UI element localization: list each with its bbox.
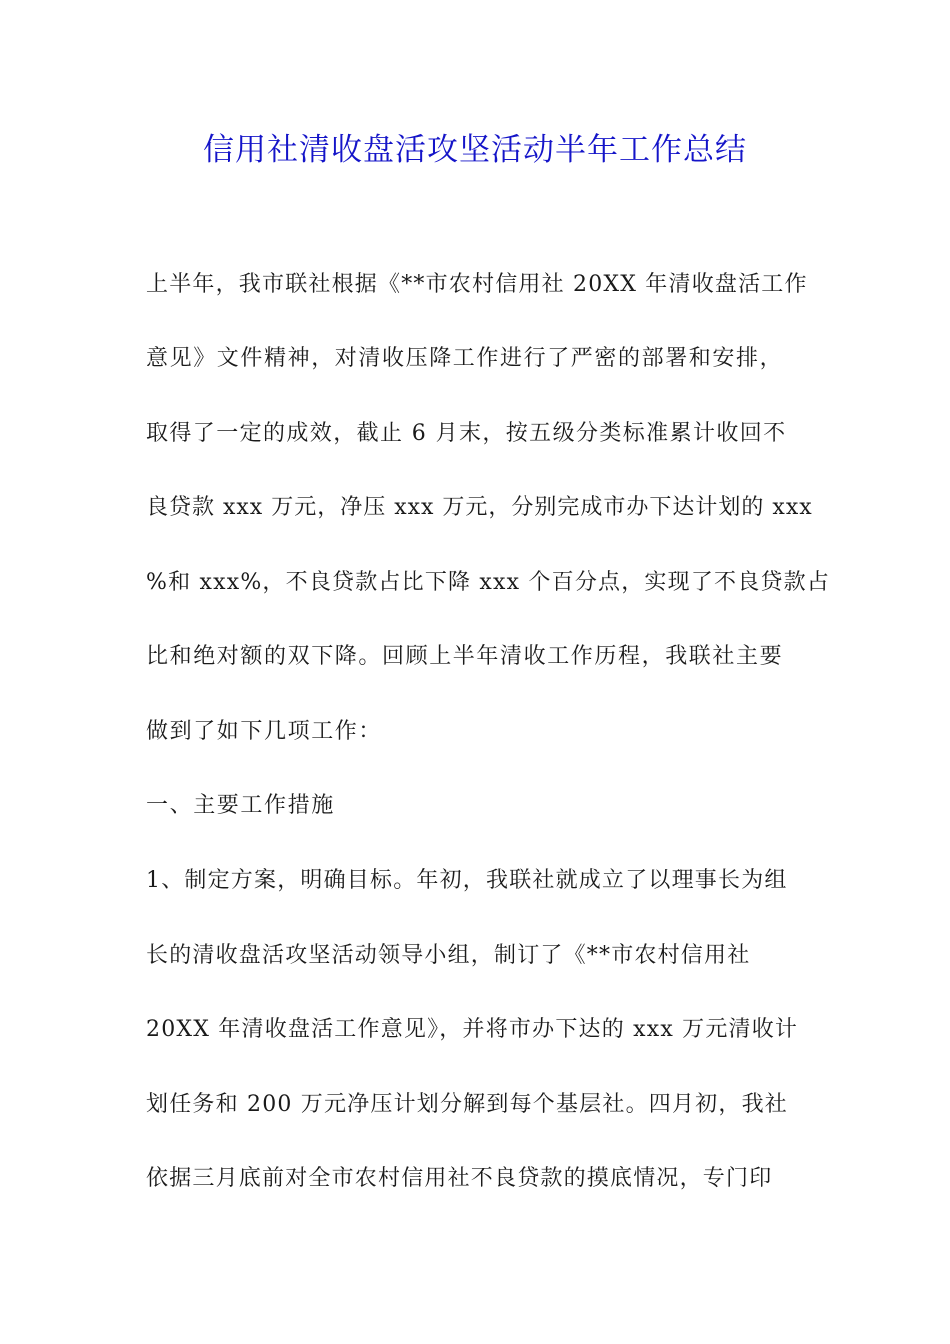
body-text-line: 依据三月底前对全市农村信用社不良贷款的摸底情况，专门印 xyxy=(146,1166,773,1191)
body-text-line: 意见》文件精神，对清收压降工作进行了严密的部署和安排， xyxy=(146,346,784,371)
body-text-line: 20XX 年清收盘活工作意见》，并将市办下达的 xxx 万元清收计 xyxy=(146,1017,799,1042)
section-heading: 一、主要工作措施 xyxy=(146,793,335,818)
body-text-line: 长的清收盘活攻坚活动领导小组，制订了《**市农村信用社 xyxy=(146,943,751,968)
body-text-line: 上半年，我市联社根据《**市农村信用社 20XX 年清收盘活工作 xyxy=(146,272,808,297)
document-title: 信用社清收盘活攻坚活动半年工作总结 xyxy=(203,132,747,168)
body-text-line: %和 xxx%，不良贷款占比下降 xxx 个百分点，实现了不良贷款占 xyxy=(146,570,831,595)
body-text-line: 划任务和 200 万元净压计划分解到每个基层社。四月初，我社 xyxy=(146,1092,788,1117)
body-text-line: 良贷款 xxx 万元，净压 xxx 万元，分别完成市办下达计划的 xxx xyxy=(146,495,813,520)
body-text-line: 比和绝对额的双下降。回顾上半年清收工作历程，我联社主要 xyxy=(146,644,784,669)
body-text-line: 取得了一定的成效，截止 6 月末，按五级分类标准累计收回不 xyxy=(146,421,787,446)
body-text-line: 做到了如下几项工作： xyxy=(146,719,383,744)
body-text-line: 1、制定方案，明确目标。年初，我联社就成立了以理事长为组 xyxy=(146,868,788,893)
